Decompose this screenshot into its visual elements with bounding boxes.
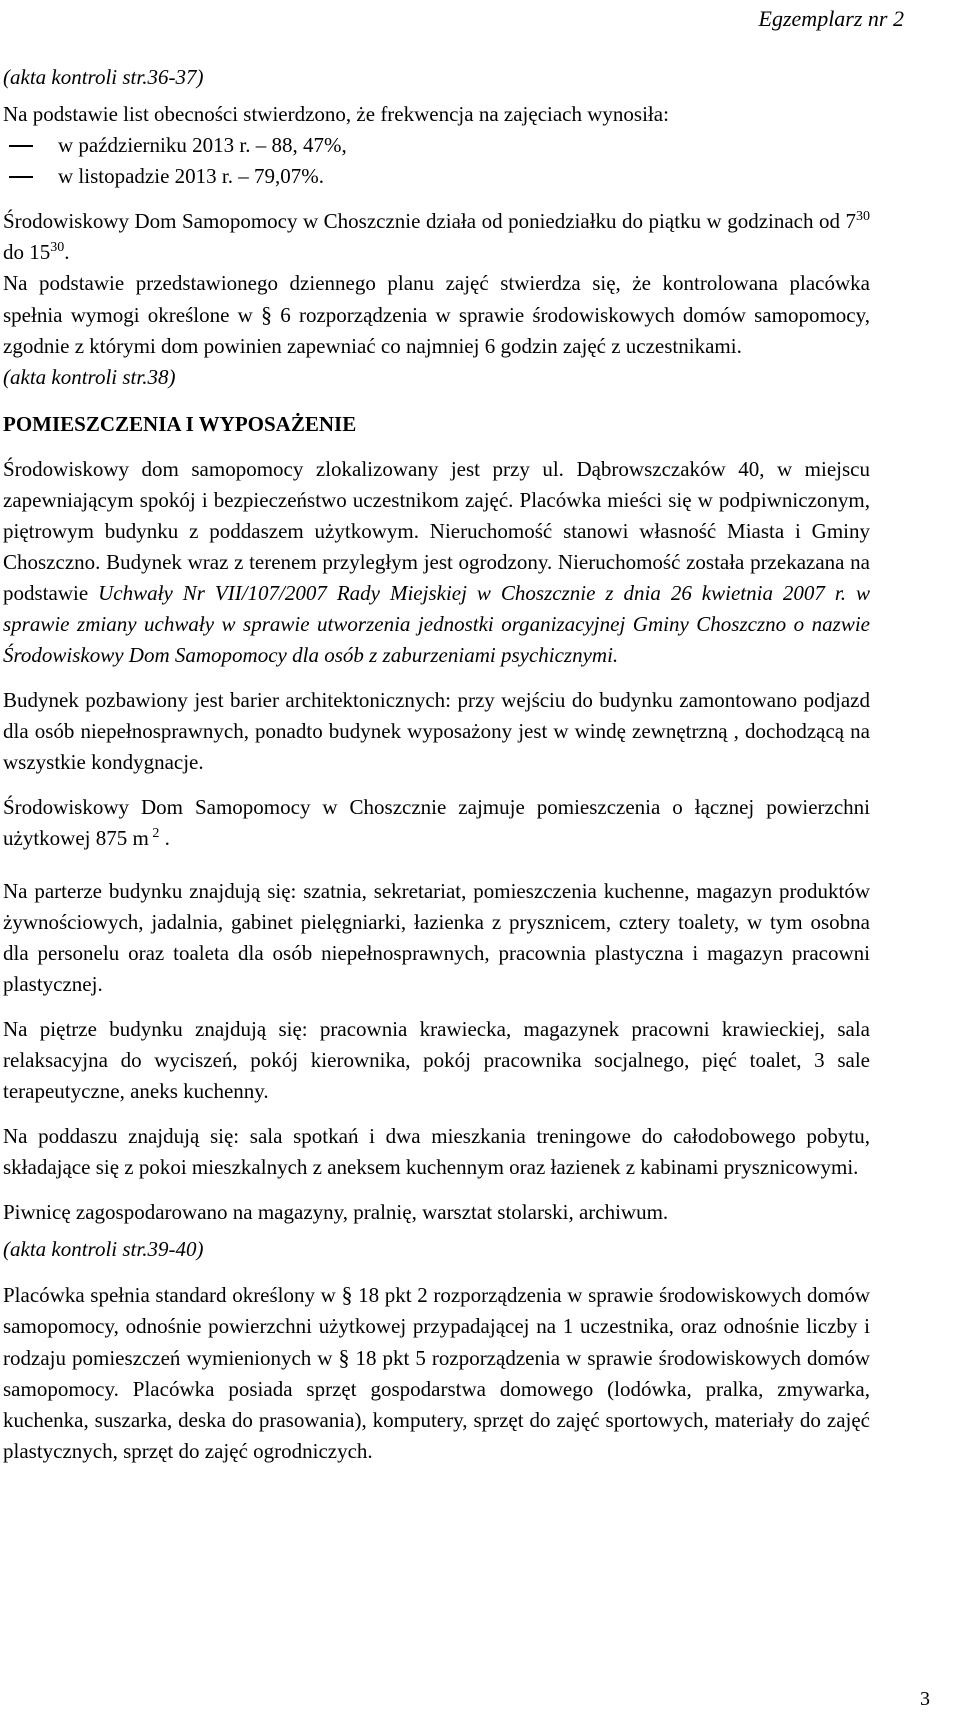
reference-note: (akta kontroli str.36-37): [3, 65, 204, 89]
reference-note: (akta kontroli str.38): [3, 365, 176, 389]
section-heading: POMIESZCZENIA I WYPOSAŻENIE: [3, 412, 357, 436]
attendance-intro: Na podstawie list obecności stwierdzono, że frekwencja na zajęciach wynosiła:: [3, 102, 669, 126]
list-item: w listopadzie 2013 r. – 79,07%.: [3, 161, 870, 192]
standard-paragraph: Placówka spełnia standard określony w § 18 pkt 2 rozporządzenia w sprawie środowiskowych domów samopomocy, odnośnie powierzchni użytkowej przypadającej na 1 uczestnika, oraz odnośnie liczby i rodzaju pomieszczeń wymienionych w § 18 pkt 5 rozporządzenia w sprawie środowiskowych domów samopomocy. Placówka posiada sprzęt gospodarstwa domowego (lodówka, pralka, zmywarka, kuchenka, suszarka, deska do prasowania), komputery, sprzęt do zajęć sportowych, materiały do zajęć plastycznych, sprzęt do zajęć ogrodniczych.: [3, 1282, 870, 1463]
list-item: w październiku 2013 r. – 88, 47%,: [3, 130, 870, 161]
copy-number-label: Egzemplarz nr 2: [758, 6, 904, 31]
page-number: 3: [920, 1688, 930, 1710]
barriers-paragraph: Budynek pozbawiony jest barier architektonicznych: przy wejściu do budynku zamontowano podjazd dla osób niepełnosprawnych, ponadto budynek wyposażony jest w windę zewnętrzną , dochodzącą na wszystkie kondygnacje.: [3, 688, 870, 774]
first-floor-paragraph: Na piętrze budynku znajdują się: pracownia krawiecka, magazynek pracowni krawieckiej, sala relaksacyjna do wyciszeń, pokój kierownika, pokój pracownika socjalnego, pięć toalet, 3 sale terapeutyczne, aneks kuchenny.: [3, 1017, 870, 1103]
attic-paragraph: Na poddaszu znajdują się: sala spotkań i dwa mieszkania treningowe do całodobowego pobytu, składające się z pokoi mieszkalnych z aneksem kuchennym oraz łazienek z kabinami prysznicowymi.: [3, 1124, 870, 1179]
dash-bullet-icon: [9, 176, 33, 178]
opening-hours-paragraph: Środowiskowy Dom Samopomocy w Choszcznie działa od poniedziałku do piątku w godzinach od $7^{30}$ do $15^{30}$.: [3, 209, 870, 264]
ground-floor-paragraph: Na parterze budynku znajdują się: szatnia, sekretariat, pomieszczenia kuchenne, magazyn produktów żywnościowych, jadalnia, gabinet pielęgniarki, łazienka z prysznicem, cztery toalety, w tym osobna dla personelu oraz toaleta dla osób niepełnosprawnych, pracownia plastyczna i magazyn pracowni plastycznej.: [3, 879, 870, 996]
area-paragraph: Środowiskowy Dom Samopomocy w Choszcznie zajmuje pomieszczenia o łącznej powierzchni użytkowej 875 m $^2$ .: [3, 795, 870, 850]
dash-bullet-icon: [9, 145, 33, 147]
location-paragraph: Środowiskowy dom samopomocy zlokalizowany jest przy ul. Dąbrowszczaków 40, w miejscu zapewniającym spokój i bezpieczeństwo uczestnikom zajęć. Placówka mieści się w podpiwniczonym, piętrowym budynku z poddaszem użytkowym. Nieruchomość stanowi własność Miasta i Gminy Choszczno. Budynek wraz z terenem przyległym jest ogrodzony. Nieruchomość została przekazana na podstawie Uchwały Nr VII/107/2007 Rady Miejskiej w Choszcznie z dnia 26 kwietnia 2007 r. w sprawie zmiany uchwały w sprawie utworzenia jednostki organizacyjnej Gminy Choszczno o nazwie Środowiskowy Dom Samopomocy dla osób z zaburzeniami psychicznymi.: [3, 457, 870, 667]
basement-paragraph: Piwnicę zagospodarowano na magazyny, pralnię, warsztat stolarski, archiwum.: [3, 1200, 669, 1224]
daily-plan-paragraph: Na podstawie przedstawionego dziennego planu zajęć stwierdza się, że kontrolowana placówka spełnia wymogi określone w § 6 rozporządzenia w sprawie środowiskowych domów samopomocy, zgodnie z którymi dom powinien zapewniać co najmniej 6 godzin zajęć z uczestnikami.: [3, 271, 871, 358]
reference-note: (akta kontroli str.39-40): [3, 1237, 204, 1261]
document-body: [3, 62, 870, 1467]
